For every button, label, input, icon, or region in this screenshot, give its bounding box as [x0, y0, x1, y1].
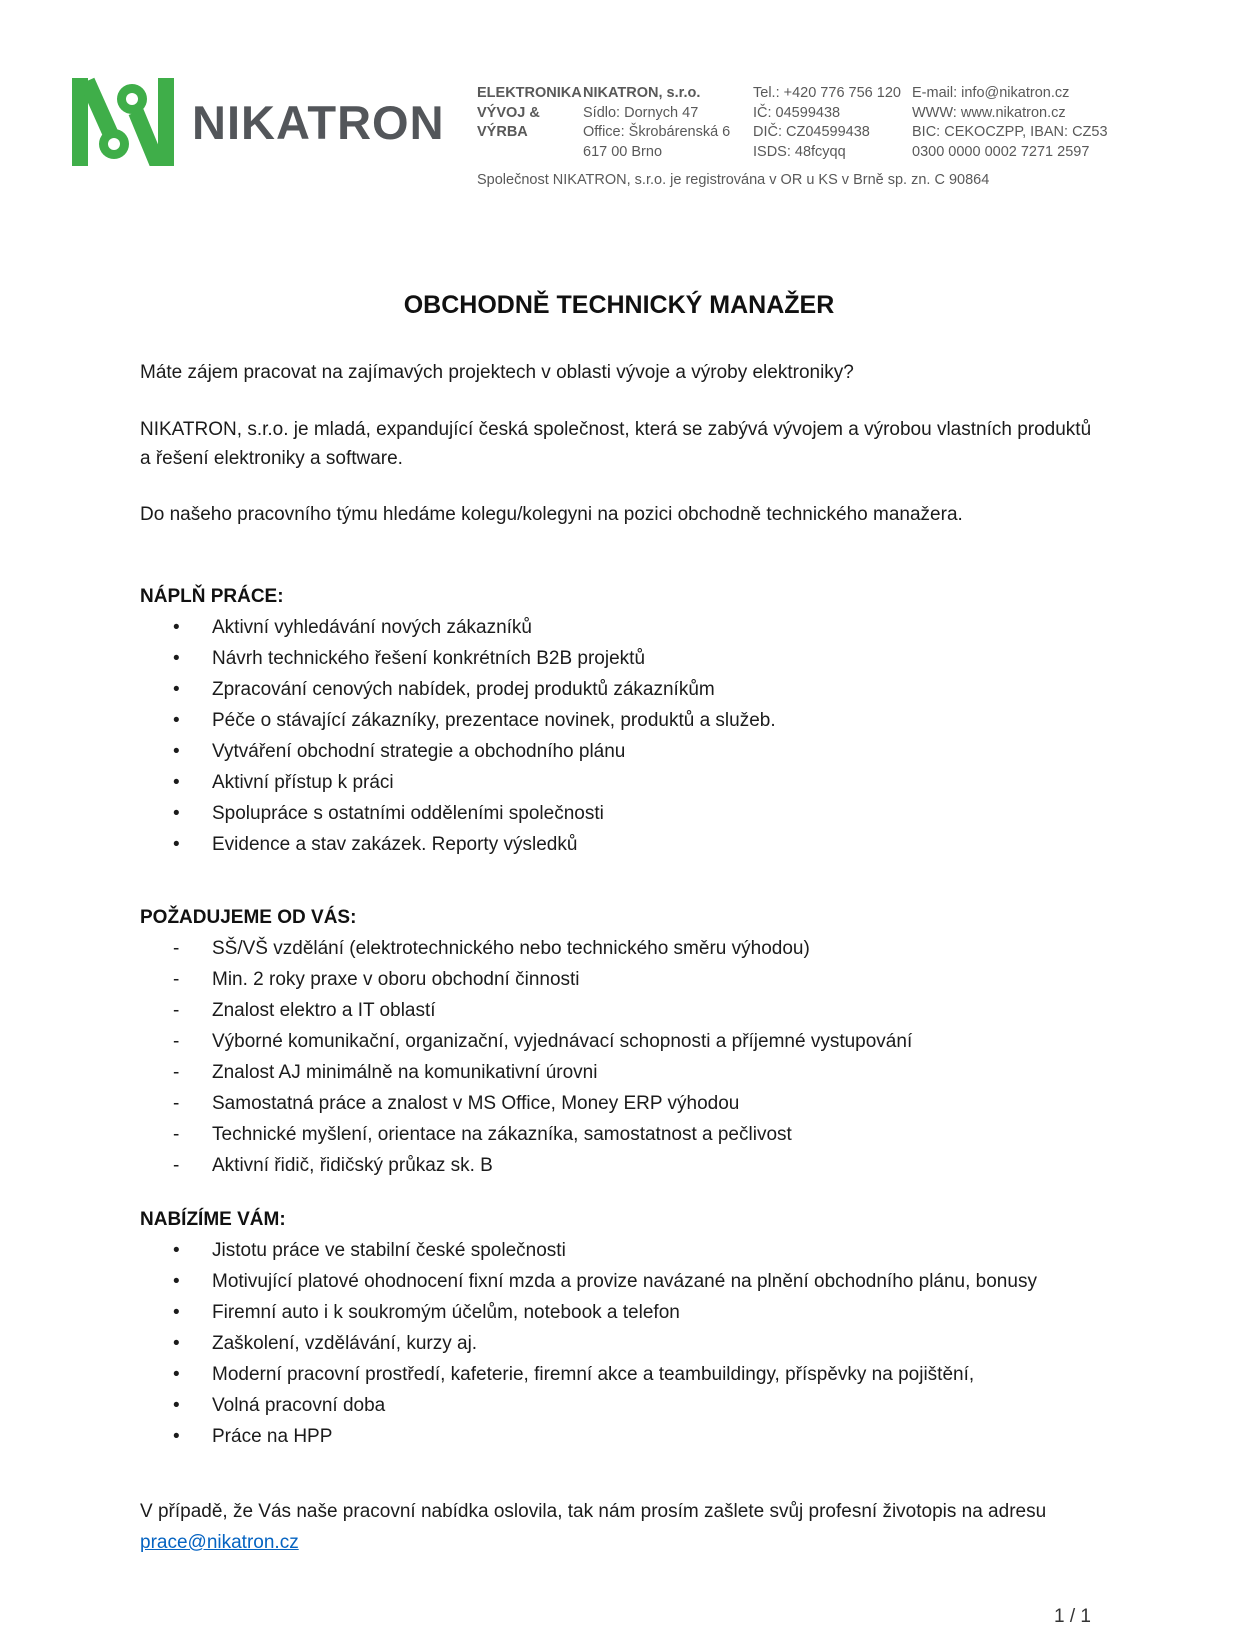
closing-text: V případě, že Vás naše pracovní nabídka oslovila, tak nám prosím zašlete svůj profesní životopis na adresu [140, 1501, 1047, 1522]
section-heading-napln-prace: NÁPLŇ PRÁCE: [140, 586, 284, 607]
section-heading-nabizime: NABÍZÍME VÁM: [140, 1209, 286, 1230]
tagline-line: VÝRBA [477, 124, 528, 140]
company-wordmark: NIKATRON [192, 95, 445, 149]
list-item-text: Zpracování cenových nabídek, prodej produktů zákazníkům [212, 679, 715, 700]
page-title: OBCHODNĚ TECHNICKÝ MANAŽER [403, 291, 835, 319]
list-item [140, 1088, 1098, 1119]
list-item-text: Znalost elektro a IT oblastí [212, 1000, 436, 1021]
list-item-text: Aktivní vyhledávání nových zákazníků [212, 617, 533, 638]
list-item [140, 643, 1098, 674]
list-item [140, 767, 1098, 798]
list-item-text: Firemní auto i k soukromým účelům, notebook a telefon [212, 1302, 680, 1323]
list-item [140, 736, 1098, 767]
list-item [140, 1057, 1098, 1088]
list-item-text: Evidence a stav zakázek. Reporty výsledků [212, 834, 578, 855]
bullet-marker: • [173, 1395, 180, 1416]
iban-line: 0300 0000 0002 7271 2597 [912, 143, 1090, 160]
list-item-text: Aktivní řidič, řidičský průkaz sk. B [212, 1155, 493, 1176]
bullet-marker: • [173, 741, 180, 762]
list-item-text: Péče o stávající zákazníky, prezentace novinek, produktů a služeb. [212, 710, 776, 731]
bullet-marker: • [173, 1364, 180, 1385]
list-item [140, 674, 1098, 705]
list-item [140, 1359, 1098, 1390]
tagline-line: ELEKTRONIKA [477, 85, 582, 101]
list-item [140, 612, 1098, 643]
dash-marker: - [173, 969, 180, 990]
company-address-line: Sídlo: Dornych 47 [583, 104, 699, 121]
bullet-marker: • [173, 679, 180, 700]
list-item-text: Samostatná práce a znalost v MS Office, Money ERP výhodou [212, 1093, 740, 1114]
list-item [140, 1266, 1098, 1297]
list-item [140, 829, 1098, 860]
list-item-text: SŠ/VŠ vzdělání (elektrotechnického nebo technického směru výhodou) [212, 938, 810, 959]
dic-line: DIČ: CZ04599438 [753, 124, 870, 140]
list-item [140, 1119, 1098, 1150]
dash-marker: - [173, 1000, 180, 1021]
list-item-text: Motivující platové ohodnocení fixní mzda a provize navázané na plnění obchodního plánu, bonusy [212, 1271, 1037, 1292]
nabizime-list [140, 1235, 1098, 1452]
bullet-marker: • [173, 710, 180, 731]
list-item-text: Návrh technického řešení konkrétních B2B projektů [212, 648, 646, 669]
document-body [140, 0, 1098, 1558]
list-item-text: Aktivní přístup k práci [212, 772, 394, 793]
page-number: 1 / 1 [1054, 1606, 1091, 1627]
dash-marker: - [173, 1031, 180, 1052]
list-item-text: Znalost AJ minimálně na komunikativní úrovni [212, 1062, 598, 1083]
bullet-marker: • [173, 648, 180, 669]
list-item [140, 798, 1098, 829]
intro-paragraph: NIKATRON, s.r.o. je mladá, expandující česká společnost, která se zabývá vývojem a výrobou vlastních produktů a řešení elektroniky a software. [140, 419, 1092, 469]
dash-marker: - [173, 938, 180, 959]
list-item-text: Zaškolení, vzdělávání, kurzy aj. [212, 1333, 478, 1354]
isds-line: ISDS: 48fcyqq [753, 143, 846, 160]
list-item-text: Práce na HPP [212, 1426, 333, 1447]
list-item [140, 705, 1098, 736]
pozadujeme-list [140, 933, 1098, 1181]
closing-paragraph [140, 1496, 1098, 1558]
intro-paragraph: Máte zájem pracovat na zajímavých projektech v oblasti vývoje a výroby elektroniky? [140, 362, 854, 383]
tagline-line: VÝVOJ & [477, 104, 540, 121]
napln-prace-list [140, 612, 1098, 860]
list-item [140, 1390, 1098, 1421]
www-line: WWW: www.nikatron.cz [912, 104, 1066, 121]
intro-paragraph: Do našeho pracovního týmu hledáme kolegu/kolegyni na pozici obchodně technického manažera. [140, 504, 963, 525]
dash-marker: - [173, 1155, 180, 1176]
dash-marker: - [173, 1062, 180, 1083]
dash-marker: - [173, 1124, 180, 1145]
list-item [140, 1297, 1098, 1328]
list-item-text: Moderní pracovní prostředí, kafeterie, firemní akce a teambuildingy, příspěvky na pojištění, [212, 1364, 975, 1385]
bullet-marker: • [173, 803, 180, 824]
list-item [140, 1328, 1098, 1359]
list-item-text: Volná pracovní doba [212, 1395, 386, 1416]
list-item [140, 1026, 1098, 1057]
list-item-text: Technické myšlení, orientace na zákazníka, samostatnost a pečlivost [212, 1124, 792, 1145]
bullet-marker: • [173, 1302, 180, 1323]
apply-email-link[interactable]: prace@nikatron.cz [140, 1532, 299, 1553]
list-item-text: Vytváření obchodní strategie a obchodního plánu [212, 741, 626, 762]
dash-marker: - [173, 1093, 180, 1114]
bullet-marker: • [173, 834, 180, 855]
bullet-marker: • [173, 1240, 180, 1261]
list-item-text: Spolupráce s ostatními odděleními společnosti [212, 803, 604, 824]
bullet-marker: • [173, 772, 180, 793]
company-address-line: 617 00 Brno [583, 143, 663, 160]
list-item [140, 1150, 1098, 1181]
list-item-text: Min. 2 roky praxe v oboru obchodní činnosti [212, 969, 580, 990]
bullet-marker: • [173, 1271, 180, 1292]
list-item-text: Jistotu práce ve stabilní české společnosti [212, 1240, 566, 1261]
bic-iban-line: BIC: CEKOCZPP, IBAN: CZ53 [912, 124, 1108, 140]
registration-note: Společnost NIKATRON, s.r.o. je registrována v OR u KS v Brně sp. zn. C 90864 [477, 172, 990, 188]
list-item [140, 933, 1098, 964]
list-item-text: Výborné komunikační, organizační, vyjednávací schopnosti a příjemné vystupování [212, 1031, 913, 1052]
bullet-marker: • [173, 1333, 180, 1354]
email-line: E-mail: info@nikatron.cz [912, 85, 1070, 101]
list-item [140, 964, 1098, 995]
phone-line: Tel.: +420 776 756 120 [753, 85, 901, 101]
list-item [140, 1235, 1098, 1266]
bullet-marker: • [173, 1426, 180, 1447]
company-name: NIKATRON, s.r.o. [583, 85, 701, 101]
company-address-line: Office: Škrobárenská 6 [583, 124, 731, 140]
list-item [140, 1421, 1098, 1452]
bullet-marker: • [173, 617, 180, 638]
ic-line: IČ: 04599438 [753, 104, 841, 121]
section-heading-pozadujeme: POŽADUJEME OD VÁS: [140, 907, 357, 928]
list-item [140, 995, 1098, 1026]
